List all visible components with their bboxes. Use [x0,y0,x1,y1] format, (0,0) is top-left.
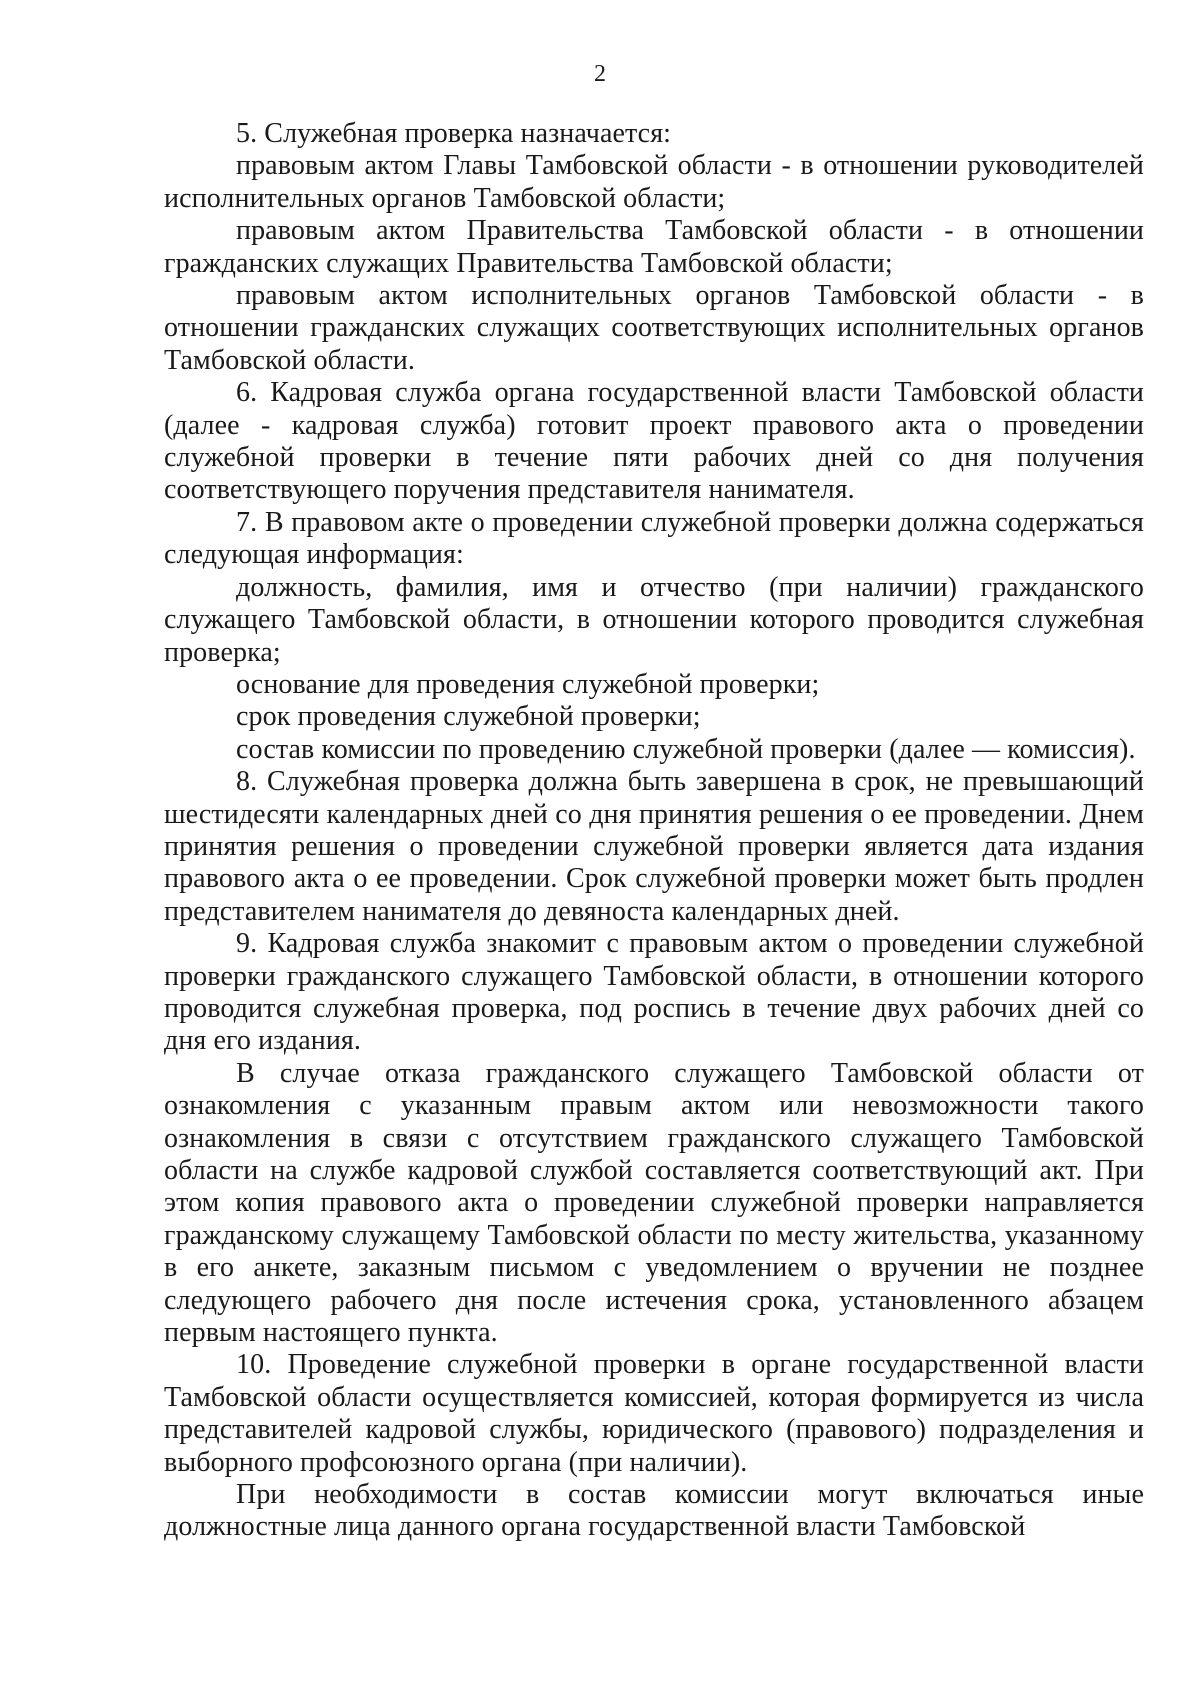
paragraph-item-6: 6. Кадровая служба органа государственной власти Тамбовской области (далее - кадровая служба) готовит проект правового акта о проведении служебной проверки в течение пяти рабочих дней со дня получения соответствующего поручения представителя нанимателя. [164,377,1144,506]
paragraph-commission: состав комиссии по проведению служебной проверки (далее — комиссия). [236,733,1136,765]
paragraph-other-officials: При необходимости в состав комиссии могут включаться иные должностные лица данного органа государственной власти Тамбовской [164,1479,1144,1543]
paragraph-item-7: 7. В правовом акте о проведении служебной проверки должна содержаться следующая информация: [164,506,1144,571]
paragraph-item-10: 10. Проведение служебной проверки в органе государственной власти Тамбовской области осуществляется комиссией, которая формируется из числа представителей кадровой службы, юридического (правового) подразделения и выборного профсоюзного органа (при наличии). [164,1349,1144,1478]
paragraph-refusal: В случае отказа гражданского служащего Тамбовской области от ознакомления с указанным правым актом или невозможности такого ознакомления в связи с отсутствием гражданского служащего Тамбовской области на службе кадровой службой составляется соответствующий акт. При этом копия правового акта о проведении служебной проверки направляется гражданскому служащему Тамбовской области по месту жительства, указанному в его анкете, заказным письмом с уведомлением о вручении не позднее следующего рабочего дня после истечения срока, установленного абзацем первым настоящего пункта. [164,1057,1144,1349]
document-body [164,118,1144,1544]
paragraph-grounds: основание для проведения служебной проверки; [236,668,820,700]
paragraph-term: срок проведения служебной проверки; [236,701,701,733]
paragraph-item-8: 8. Служебная проверка должна быть завершена в срок, не превышающий шестидесяти календарных дней со дня принятия решения о ее проведении. Днем принятия решения о проведении служебной проверки является дата издания правового акта о ее проведении. Срок служебной проверки может быть продлен представителем нанимателя до девяноста календарных дней. [164,766,1144,927]
paragraph-governor-act: правовым актом Главы Тамбовской области - в отношении руководителей исполнительных органов Тамбовской области; [164,150,1144,214]
paragraph-executive-act: правовым актом исполнительных органов Тамбовской области - в отношении гражданских служащих соответствующих исполнительных органов Тамбовской области. [164,280,1144,376]
paragraph-item-5: 5. Служебная проверка назначается: [236,118,672,149]
paragraph-item-9: 9. Кадровая служба знакомит с правовым актом о проведении служебной проверки гражданского служащего Тамбовской области, в отношении которого проводится служебная проверка, под роспись в течение двух рабочих дней со дня его издания. [164,928,1144,1057]
paragraph-government-act: правовым актом Правительства Тамбовской области - в отношении гражданских служащих Правительства Тамбовской области; [164,215,1144,279]
page-number: 2 [594,61,606,87]
paragraph-position-name: должность, фамилия, имя и отчество (при наличии) гражданского служащего Тамбовской области, в отношении которого проводится служебная проверка; [164,571,1144,668]
